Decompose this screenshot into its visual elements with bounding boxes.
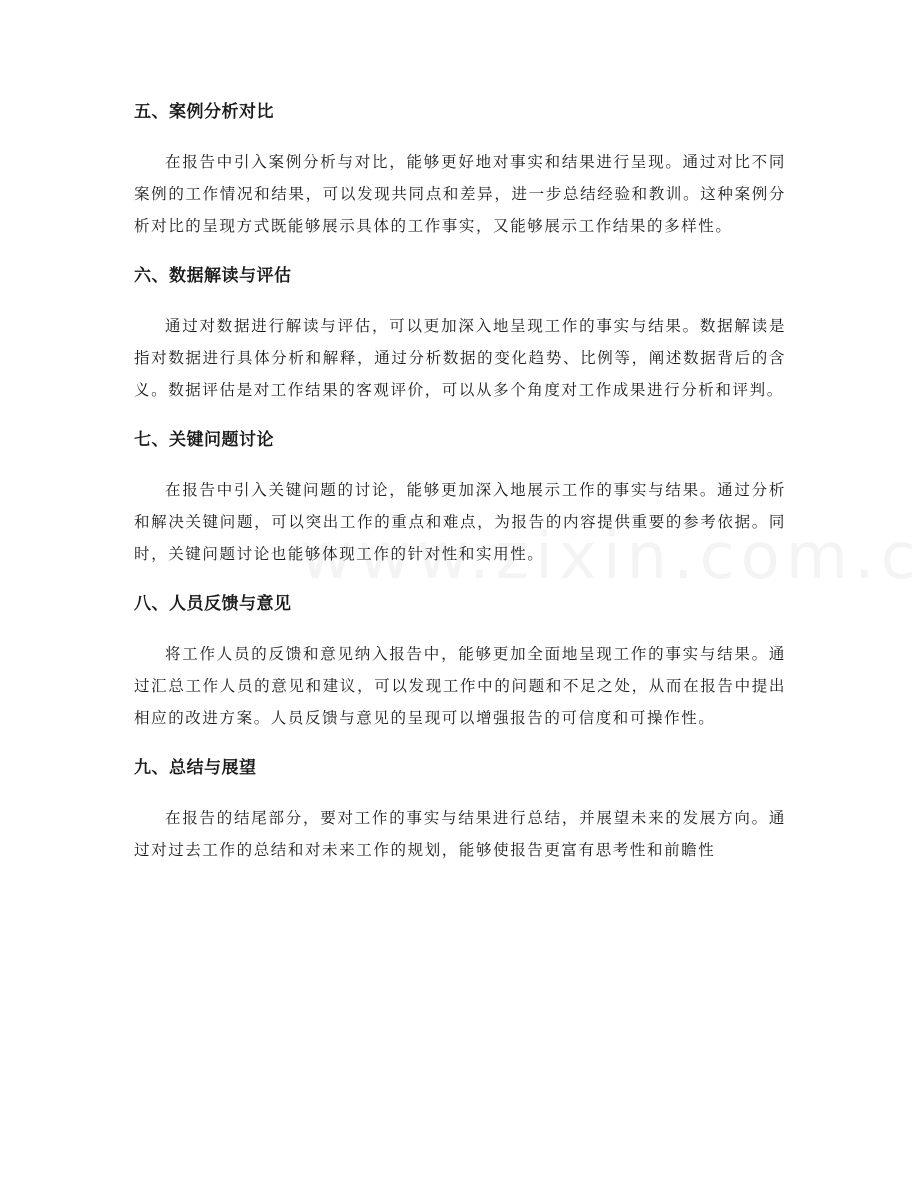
document-content xyxy=(134,100,786,888)
section-paragraph: 在报告的结尾部分，要对工作的事实与结果进行总结，并展望未来的发展方向。通过对过去工作的总结和对未来工作的规划，能够使报告更富有思考性和前瞻性 xyxy=(134,809,786,859)
section-paragraph: 在报告中引入关键问题的讨论，能够更加深入地展示工作的事实与结果。通过分析和解决关键问题，可以突出工作的重点和难点，为报告的内容提供重要的参考依据。同时，关键问题讨论也能够体现工作的针对性和实用性。 xyxy=(134,481,786,563)
section-6 xyxy=(134,264,786,406)
section-heading: 八、人员反馈与意见 xyxy=(134,594,292,614)
section-paragraph: 在报告中引入案例分析与对比，能够更好地对事实和结果进行呈现。通过对比不同案例的工作情况和结果，可以发现共同点和差异，进一步总结经验和教训。这种案例分析对比的呈现方式既能够展示具体的工作事实，又能够展示工作结果的多样性。 xyxy=(134,153,786,235)
section-heading: 六、数据解读与评估 xyxy=(134,266,292,286)
section-heading: 七、关键问题讨论 xyxy=(134,430,274,450)
section-heading: 五、案例分析对比 xyxy=(134,102,274,122)
section-paragraph: 通过对数据进行解读与评估，可以更加深入地呈现工作的事实与结果。数据解读是指对数据进行具体分析和解释，通过分析数据的变化趋势、比例等，阐述数据背后的含义。数据评估是对工作结果的客观评价，可以从多个角度对工作成果进行分析和评判。 xyxy=(134,317,786,399)
section-heading: 九、总结与展望 xyxy=(134,758,257,778)
section-5 xyxy=(134,100,786,242)
section-paragraph: 将工作人员的反馈和意见纳入报告中，能够更加全面地呈现工作的事实与结果。通过汇总工作人员的意见和建议，可以发现工作中的问题和不足之处，从而在报告中提出相应的改进方案。人员反馈与意见的呈现可以增强报告的可信度和可操作性。 xyxy=(134,645,786,727)
section-7 xyxy=(134,428,786,570)
section-8 xyxy=(134,592,786,734)
section-9 xyxy=(134,756,786,866)
